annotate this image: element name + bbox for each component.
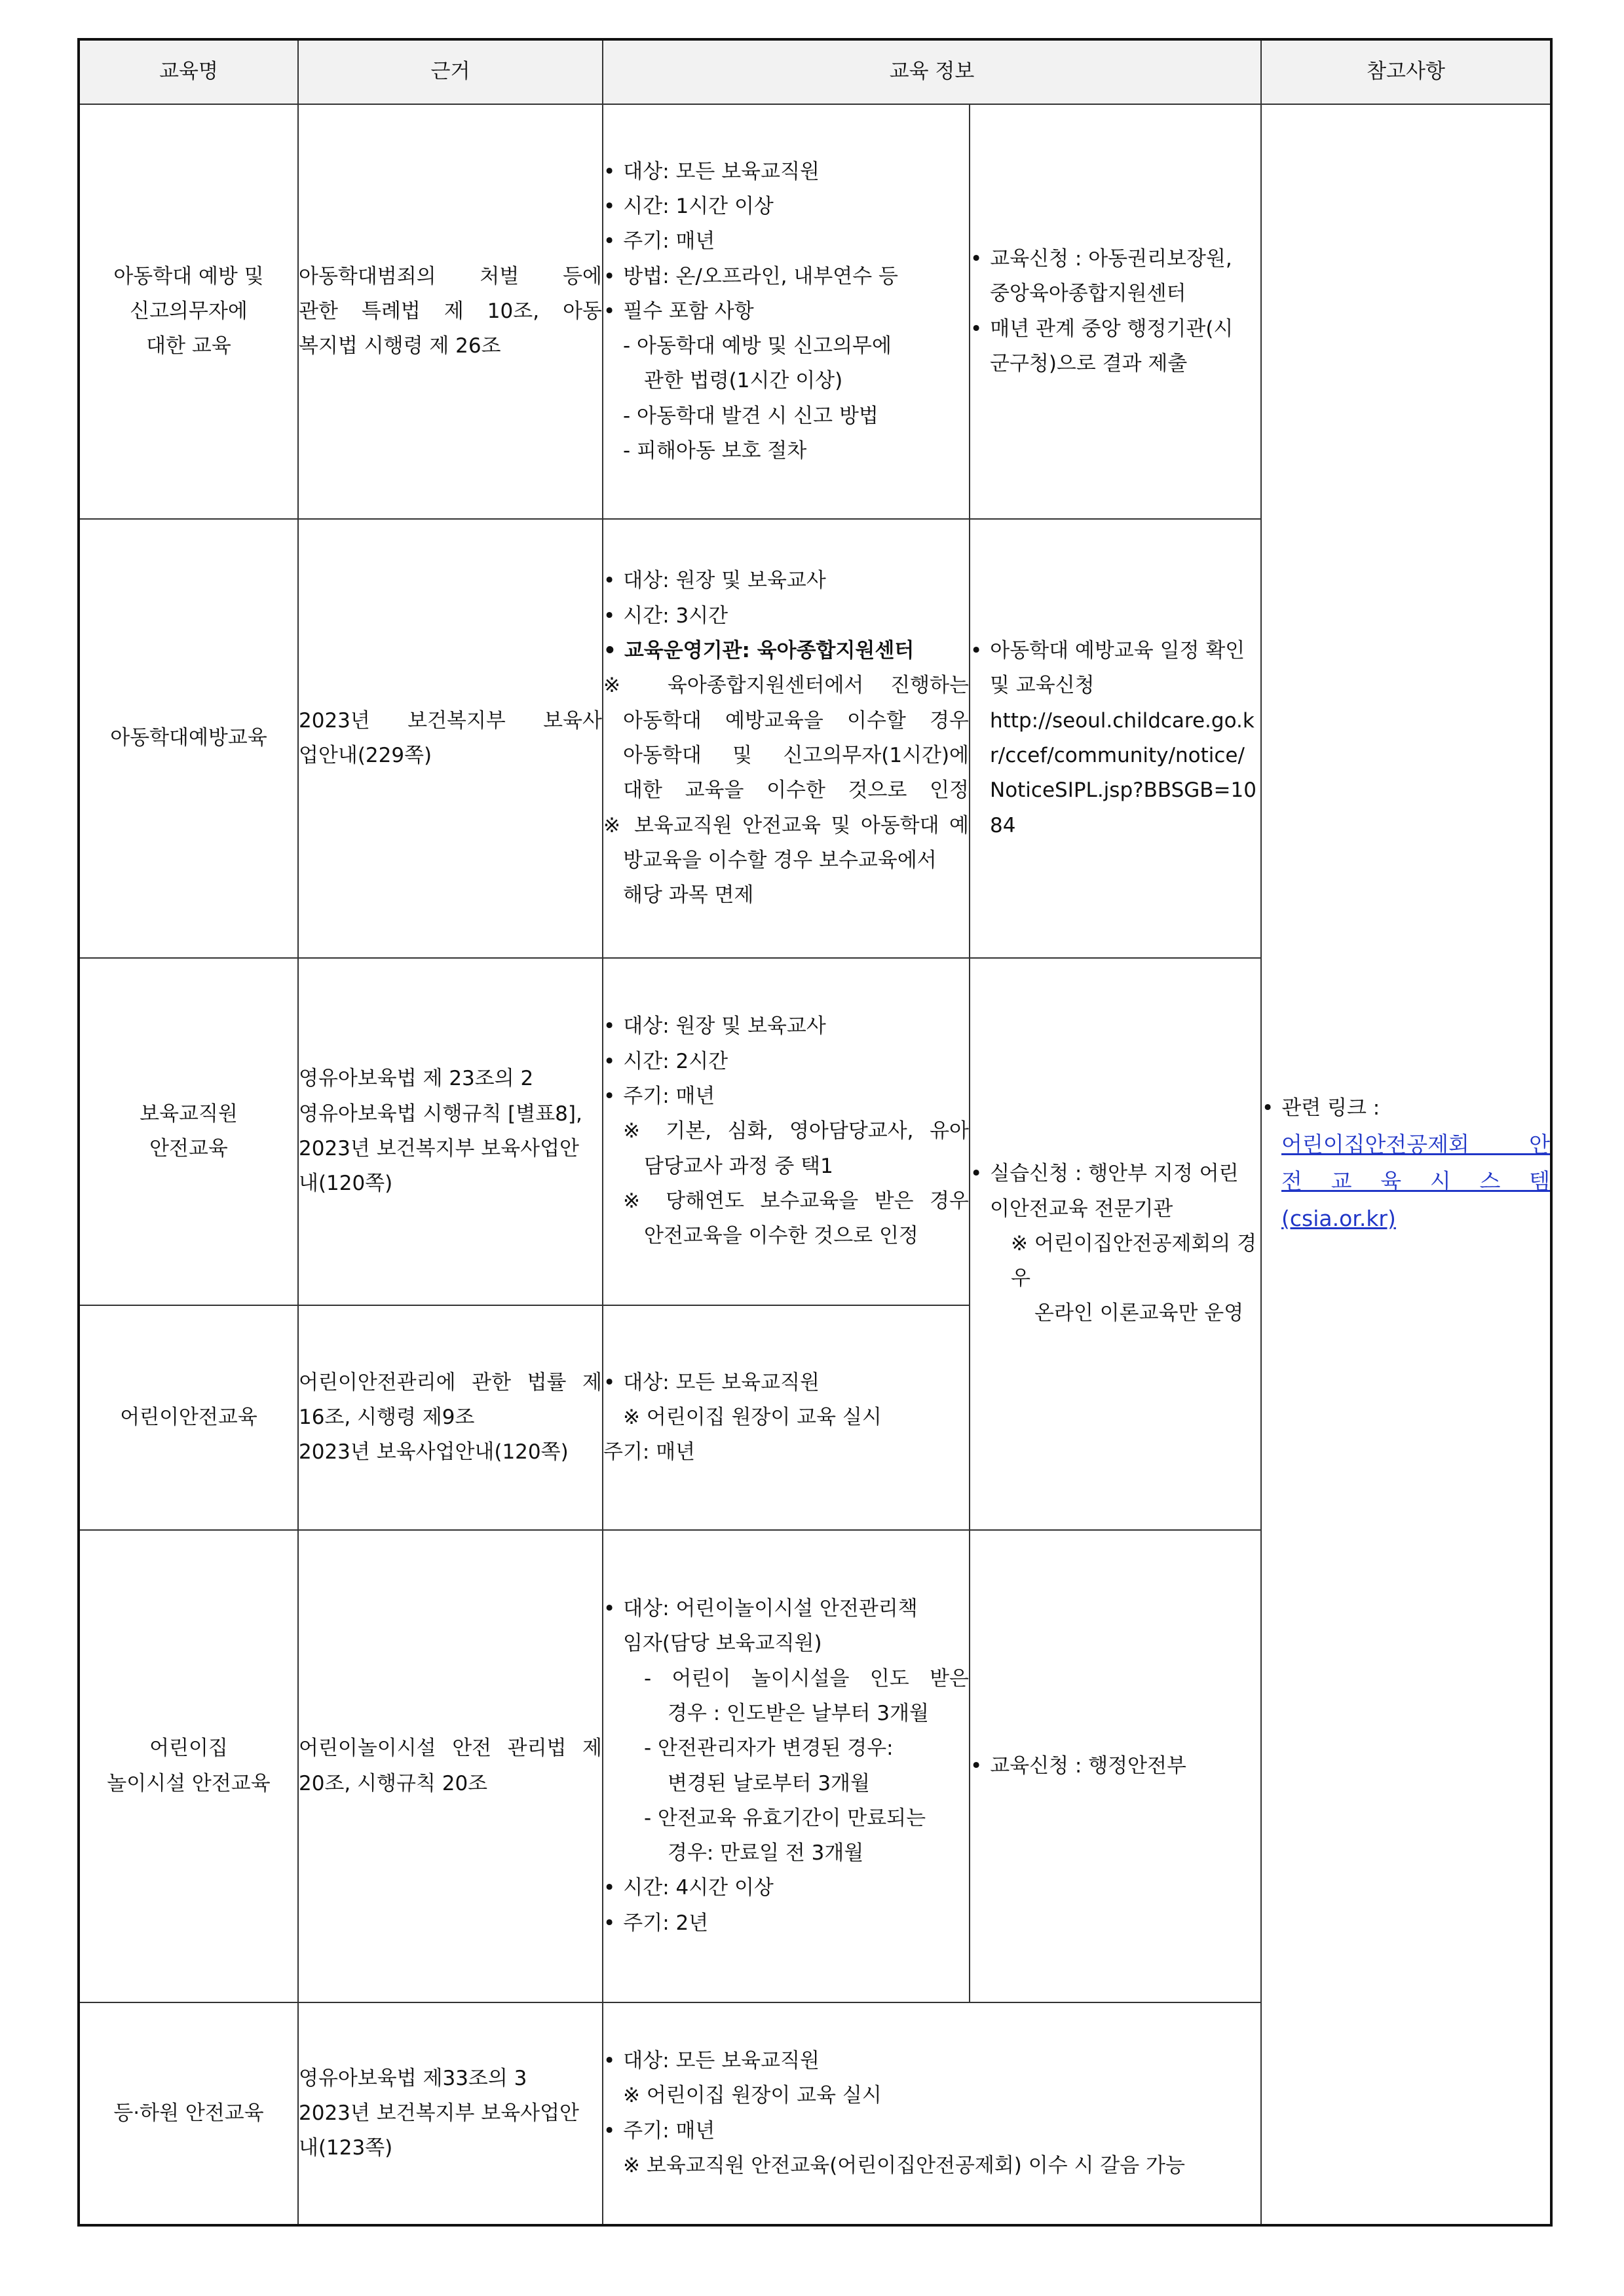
info-line: • 대상: 모든 보육교직원 — [603, 2044, 1260, 2078]
basis-line: 관한 특례법 제 10조, 아동 — [299, 299, 602, 323]
basis-line: 어린이안전관리에 관한 법률 제 — [299, 1370, 602, 1394]
info-line: 아동학대 및 신고의무자(1시간)에 — [623, 744, 969, 767]
course-name — [79, 2002, 298, 2225]
note-line: ※ 어린이집안전공제회의 경우 — [1011, 1231, 1257, 1291]
course-name-line: 보육교직원 — [140, 1101, 238, 1126]
note-cell — [970, 958, 1261, 1530]
education-table — [77, 38, 1553, 2227]
info-line: • 시간: 3시간 — [603, 599, 969, 634]
course-name-line: 신고의무자에 — [130, 299, 248, 323]
info-line: • 시간: 4시간 이상 — [603, 1871, 969, 1905]
basis-cell — [298, 104, 603, 519]
header-basis: 근거 — [298, 39, 603, 104]
info-line: - 피해아동 보호 절차 — [623, 439, 807, 463]
info-line: - 안전관리자가 변경된 경우: — [644, 1736, 894, 1761]
basis-line: 20조, 시행규칙 20조 — [299, 1771, 488, 1795]
info-line: • 시간: 1시간 이상 — [603, 189, 969, 224]
note-line: • 교육신청 : 아동권리보장원, — [970, 242, 1260, 277]
info-line: • 대상: 원장 및 보육교사 — [603, 564, 969, 598]
note-line: • 매년 관계 중앙 행정기관(시 — [970, 312, 1260, 347]
basis-line: 2023년 보건복지부 보육사업안 — [299, 2101, 580, 2125]
course-name-line: 어린이안전교육 — [120, 1405, 257, 1429]
info-cell — [603, 2002, 1261, 2225]
reference-link[interactable]: (csia.or.kr) — [1281, 1206, 1396, 1232]
info-line: 해당 과목 면제 — [623, 883, 754, 908]
info-line: • 대상: 모든 보육교직원 — [603, 1366, 969, 1400]
info-line: • 대상: 어린이놀이시설 안전관리책 — [603, 1592, 969, 1626]
info-line: 변경된 날로부터 3개월 — [668, 1771, 870, 1795]
info-line: 대한 교육을 이수한 것으로 인정 — [623, 778, 969, 803]
note-line: 및 교육신청 — [990, 674, 1095, 698]
note-line: 84 — [990, 813, 1016, 837]
info-line: - 아동학대 예방 및 신고의무에 — [623, 334, 892, 358]
info-line: • 필수 포함 사항 — [603, 294, 969, 329]
info-line: ※ 당해연도 보수교육을 받은 경우 — [623, 1189, 969, 1213]
info-line: • 대상: 원장 및 보육교사 — [603, 1009, 969, 1044]
note-line: • 실습신청 : 행안부 지정 어린 — [970, 1157, 1260, 1191]
course-name — [79, 958, 298, 1305]
basis-cell — [298, 1305, 603, 1530]
basis-line: 영유아보육법 제33조의 3 — [299, 2066, 527, 2090]
note-cell — [970, 1530, 1261, 2002]
header-course-name: 교육명 — [79, 39, 298, 104]
info-line: 경우: 만료일 전 3개월 — [668, 1841, 864, 1866]
note-cell — [970, 519, 1261, 958]
basis-line: 2023년 보육사업안내(120쪽) — [299, 1440, 569, 1464]
header-reference: 참고사항 — [1261, 39, 1551, 104]
reference-link[interactable]: 어린이집안전공제회 안 — [1281, 1131, 1551, 1157]
note-line: 온라인 이론교육만 운영 — [1034, 1301, 1244, 1326]
course-name-line: 어린이집 — [149, 1736, 228, 1761]
info-line: ※ 기본, 심화, 영아담당교사, 유아 — [623, 1119, 969, 1143]
course-name-line: 안전교육 — [149, 1137, 228, 1160]
basis-line: 복지법 시행령 제 26조 — [299, 334, 501, 358]
course-name — [79, 1305, 298, 1530]
info-line: • 대상: 모든 보육교직원 — [603, 155, 969, 189]
info-line: 방교육을 이수할 경우 보수교육에서 — [623, 848, 937, 872]
basis-line: 2023년 보건복지부 보육사업안 — [299, 1137, 580, 1160]
basis-cell — [298, 958, 603, 1305]
info-cell — [603, 958, 970, 1305]
info-line: 관한 법령(1시간 이상) — [644, 369, 843, 393]
info-line: • 주기: 매년 — [603, 1079, 969, 1114]
course-name-line: 아동학대예방교육 — [110, 726, 267, 750]
info-line: • 시간: 2시간 — [603, 1044, 969, 1079]
info-line: ※ 어린이집 원장이 교육 실시 — [623, 2084, 882, 2108]
basis-line: 16조, 시행령 제9조 — [299, 1405, 475, 1429]
info-cell — [603, 1530, 970, 2002]
info-line: - 안전교육 유효기간이 만료되는 — [644, 1806, 926, 1830]
note-line: • 교육신청 : 행정안전부 — [970, 1749, 1260, 1784]
course-name — [79, 1530, 298, 2002]
info-line: 아동학대 예방교육을 이수할 경우 — [623, 708, 969, 733]
info-cell — [603, 104, 970, 519]
info-line: • 방법: 온/오프라인, 내부연수 등 — [603, 259, 969, 294]
note-line: • 아동학대 예방교육 일정 확인 — [970, 634, 1260, 668]
info-line: - 어린이 놀이시설을 인도 받은 — [644, 1666, 969, 1691]
basis-line: 어린이놀이시설 안전 관리법 제 — [299, 1736, 602, 1761]
reference-cell — [1261, 104, 1551, 2225]
note-line: 이안전교육 전문기관 — [990, 1196, 1173, 1221]
info-line: 주기: 매년 — [603, 1440, 696, 1464]
basis-cell — [298, 519, 603, 958]
info-line: ※ 어린이집 원장이 교육 실시 — [623, 1405, 882, 1429]
info-line: • 주기: 매년 — [603, 224, 969, 259]
note-line: 군구청)으로 결과 제출 — [990, 351, 1188, 375]
note-line: NoticeSIPL.jsp?BBSGB=10 — [990, 778, 1256, 803]
info-line: ※ 보육교직원 안전교육(어린이집안전공제회) 이수 시 갈음 가능 — [623, 2153, 1185, 2177]
header-row — [79, 39, 1551, 104]
basis-line: 내(120쪽) — [299, 1172, 393, 1196]
info-line: • 교육운영기관: 육아종합지원센터 — [603, 634, 969, 668]
info-line: 담당교사 과정 중 택1 — [644, 1154, 833, 1178]
info-cell — [603, 1305, 970, 1530]
info-line: • 주기: 매년 — [603, 2114, 1260, 2149]
info-line: 경우 : 인도받은 날부터 3개월 — [668, 1701, 929, 1725]
table-row — [79, 104, 1551, 519]
note-line: 중앙육아종합지원센터 — [990, 282, 1186, 306]
basis-line: 내(123쪽) — [299, 2136, 393, 2160]
basis-line: 업안내(229쪽) — [299, 744, 432, 767]
note-cell — [970, 104, 1261, 519]
note-line: r/ccef/community/notice/ — [990, 744, 1245, 767]
course-name-line: 아동학대 예방 및 — [113, 264, 264, 288]
info-line: 임자(담당 보육교직원) — [623, 1632, 822, 1656]
info-line: • 주기: 2년 — [603, 1906, 969, 1941]
course-name-line: 대한 교육 — [146, 334, 231, 358]
basis-line: 2023년 보건복지부 보육사 — [299, 708, 602, 733]
course-name-line: 등·하원 안전교육 — [113, 2101, 264, 2125]
info-cell — [603, 519, 970, 958]
reference-label: • 관련 링크 : — [1262, 1091, 1550, 1126]
basis-line: 아동학대범죄의 처벌 등에 — [299, 264, 602, 288]
info-line: - 아동학대 발견 시 신고 방법 — [623, 404, 878, 428]
basis-line: 영유아보육법 시행규칙 [별표8], — [299, 1101, 582, 1126]
course-name-line: 놀이시설 안전교육 — [107, 1771, 271, 1795]
header-education-info: 교육 정보 — [603, 39, 1261, 104]
note-line: http://seoul.childcare.go.k — [990, 708, 1255, 733]
info-line: ※ 보육교직원 안전교육 및 아동학대 예 — [603, 813, 969, 837]
basis-line: 영유아보육법 제 23조의 2 — [299, 1067, 534, 1091]
basis-cell — [298, 2002, 603, 2225]
course-name — [79, 519, 298, 958]
info-line: 안전교육을 이수한 것으로 인정 — [644, 1224, 918, 1248]
info-line: ※ 육아종합지원센터에서 진행하는 — [603, 674, 969, 698]
course-name — [79, 104, 298, 519]
reference-link[interactable]: 전 교 육 시 스 템 — [1281, 1168, 1551, 1195]
basis-cell — [298, 1530, 603, 2002]
